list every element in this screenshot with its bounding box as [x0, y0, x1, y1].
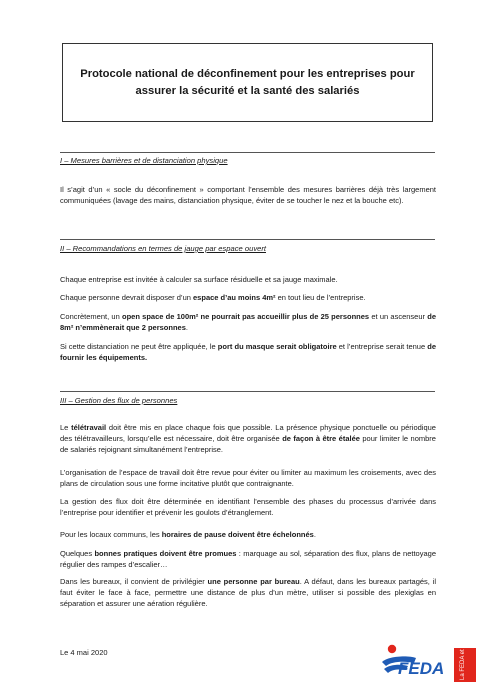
- text-run: Chaque personne devrait disposer d’un: [60, 293, 194, 302]
- bold-text-run: open space de 100m² ne pourrait pas accueillir plus de 25 personnes: [122, 312, 370, 321]
- section-1-paragraph-1: [60, 184, 436, 206]
- text-run: pour limiter le nombre de salariés rejoignant simultanément l’entreprise.: [60, 434, 436, 455]
- text-run: Le: [60, 423, 72, 432]
- text-run: .: [313, 530, 316, 539]
- section-3-rule: [60, 391, 435, 392]
- bold-text-run: bonnes pratiques doivent être promues: [94, 549, 237, 558]
- text-run: . A défaut, dans les bureaux partagés, il faut éviter le face à face, permettre une distance de plus d’un mètre, utiliser si possible des plexiglas en séparation et assurer une aération régulière.: [60, 577, 437, 609]
- logo-tagline: La FEDA et Le: [460, 640, 466, 680]
- bold-text-run: télétravail: [71, 423, 107, 432]
- bold-text-run: port du masque serait obligatoire: [217, 342, 337, 351]
- bold-text-run: espace d’au moins 4m²: [193, 293, 276, 302]
- section-2-paragraph-1: [60, 274, 436, 285]
- section-1-rule: [60, 152, 435, 153]
- bold-text-run: de façon à être étalée: [282, 434, 360, 444]
- document-date: Le 4 mai 2020: [60, 648, 108, 657]
- section-1-heading: I – Mesures barrières et de distanciation physique: [60, 156, 228, 165]
- bold-text-run: de fournir les équipements.: [60, 342, 436, 363]
- text-run: Concrètement, un: [60, 312, 122, 321]
- text-run: Si cette distanciation ne peut être appliquée, le: [60, 342, 218, 351]
- text-run: .: [185, 323, 188, 333]
- section-3-paragraph-6: [60, 576, 436, 610]
- text-run: et un ascenseur: [369, 312, 428, 321]
- section-3-paragraph-1: [60, 422, 436, 456]
- bold-text-run: horaires de pause doivent être échelonnés: [161, 530, 314, 539]
- logo-dot-icon: [388, 645, 396, 653]
- text-run: : marquage au sol, séparation des flux, plans de nettoyage régulier des rampes d’escalier…: [60, 549, 436, 570]
- text-run: Pour les locaux communs, les: [60, 530, 162, 539]
- text-run: Dans les bureaux, il convient de privilégier: [60, 577, 208, 586]
- title-line-1: Protocole national de déconfinement pour les entreprises pour: [80, 68, 415, 81]
- section-3-paragraph-2: [60, 467, 436, 489]
- title-line-2: assurer la sécurité et la santé des salariés: [135, 84, 360, 97]
- section-3-heading: III – Gestion des flux de personnes: [60, 396, 178, 405]
- feda-logo: [378, 636, 478, 684]
- section-2-paragraph-4: [60, 341, 436, 363]
- bold-text-run: de 8m² n’emmènerait que 2 personnes: [60, 312, 436, 333]
- feda-logo-graphic: [378, 636, 478, 684]
- text-run: et l’entreprise serait tenue: [336, 342, 428, 351]
- document-title: [80, 66, 414, 98]
- text-run: en tout lieu de l’entreprise.: [275, 293, 366, 302]
- section-2-rule: [60, 239, 435, 240]
- text-run: La gestion des flux doit être déterminée en identifiant l’ensemble des phases du processus d’arrivée dans l’entreprise pour identifier et prévenir les goulots d’étranglement.: [60, 497, 436, 518]
- text-run: doit être mis en place chaque fois que possible. La présence physique ponctuelle ou périodique des télétravailleurs, lorsqu’elle est nécessaire, doit être organisée: [60, 423, 436, 444]
- section-3-paragraph-3: [60, 496, 436, 518]
- logo-brand-text: FEDA: [398, 659, 445, 678]
- section-2-paragraph-3: [60, 311, 436, 333]
- section-3-paragraph-4: [60, 529, 436, 540]
- text-run: Chaque entreprise est invitée à calculer sa surface résiduelle et sa jauge maximale.: [60, 275, 338, 284]
- section-2-paragraph-2: [60, 292, 436, 303]
- bold-text-run: une personne par bureau: [207, 577, 300, 586]
- text-run: Il s’agit d’un « socle du déconfinement » comportant l’ensemble des mesures barrières déjà très largement communiquées (lavage des mains, distanciation physique, éviter de se toucher le nez et la bouche etc).: [60, 185, 436, 206]
- document-title-box: [62, 43, 433, 122]
- section-2-heading: II – Recommandations en termes de jauge par espace ouvert: [60, 244, 266, 253]
- section-3-paragraph-5: [60, 548, 436, 570]
- text-run: L’organisation de l’espace de travail doit être revue pour éviter ou limiter au maximum les croisements, avec des plans de circulation sous une forme incitative plutôt que contraignante.: [60, 468, 436, 489]
- text-run: Quelques: [60, 549, 95, 558]
